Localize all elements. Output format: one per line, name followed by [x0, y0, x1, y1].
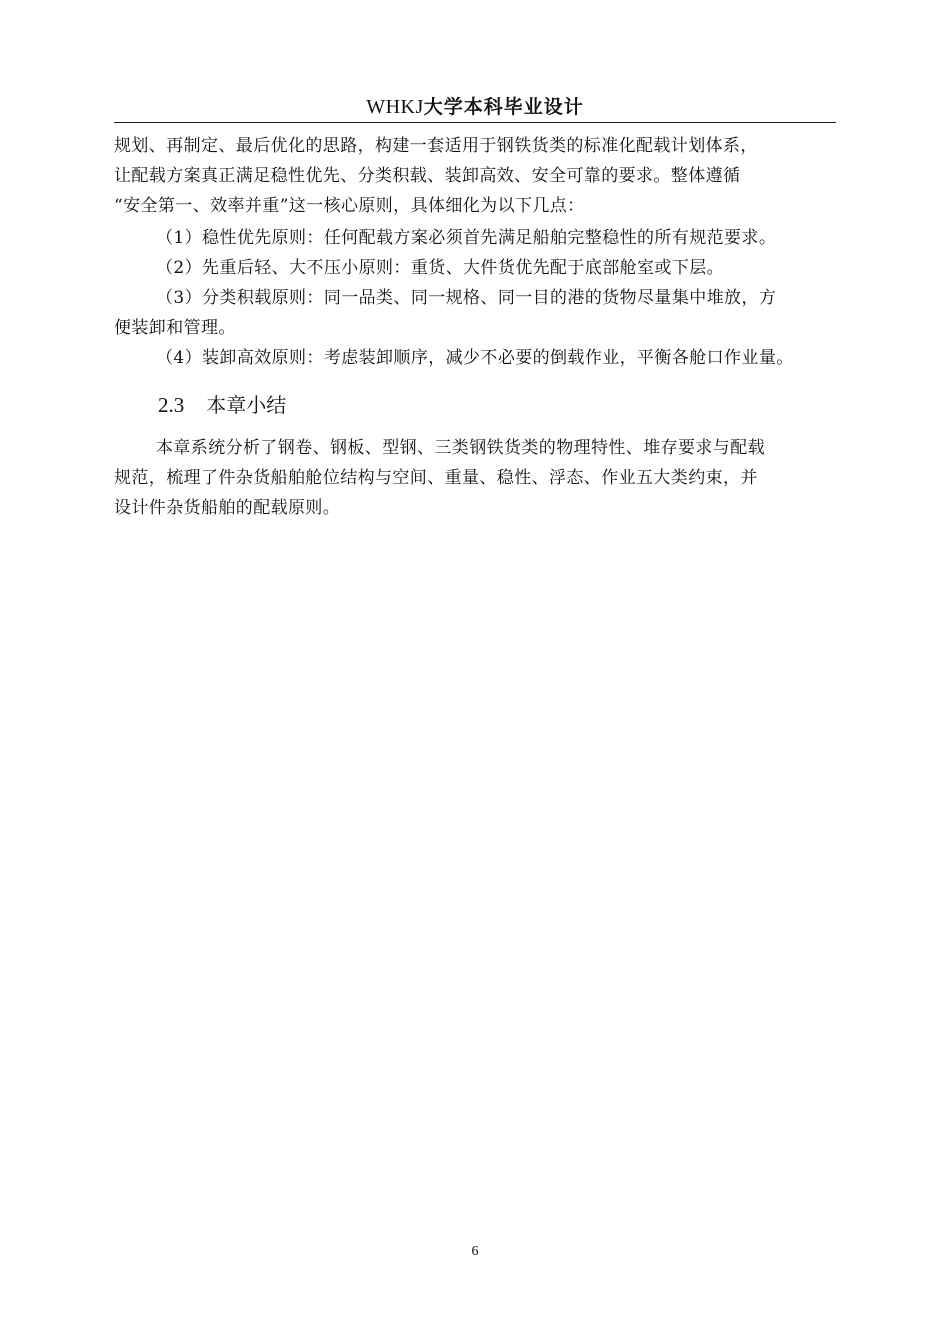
principle-item-4: （4）装卸高效原则：考虑装卸顺序，减少不必要的倒载作业，平衡各舱口作业量。	[156, 348, 794, 368]
intro-paragraph	[114, 131, 836, 221]
text-line: 本章系统分析了钢卷、钢板、型钢、三类钢铁货类的物理特性、堆存要求与配载	[156, 438, 765, 458]
text-line: 规划、再制定、最后优化的思路，构建一套适用于钢铁货类的标准化配载计划体系，	[114, 136, 758, 156]
running-header	[114, 92, 836, 123]
section-title: 本章小结	[206, 393, 287, 417]
text-line: “安全第一、效率并重”这一核心原则，具体细化为以下几点：	[114, 196, 585, 216]
section-heading	[158, 390, 286, 420]
principle-item-3-cont: 便装卸和管理。	[114, 318, 236, 338]
principle-item-2: （2）先重后轻、大不压小原则：重货、大件货优先配于底部舱室或下层。	[156, 258, 725, 278]
principle-list	[114, 223, 836, 373]
principle-item-3: （3）分类积载原则：同一品类、同一规格、同一目的港的货物尽量集中堆放，方	[156, 288, 777, 308]
summary-paragraph	[114, 433, 836, 523]
page-number: 6	[471, 1244, 479, 1259]
header-title: 大学本科毕业设计	[423, 96, 584, 118]
header-latin: WHKJ	[366, 96, 424, 118]
text-line: 让配载方案真正满足稳性优先、分类积载、装卸高效、安全可靠的要求。整体遵循	[114, 166, 741, 186]
principle-item-1: （1）稳性优先原则：任何配载方案必须首先满足船舶完整稳性的所有规范要求。	[156, 228, 777, 248]
text-line: 设计件杂货船舶的配载原则。	[114, 498, 341, 518]
section-number: 2.3	[158, 393, 185, 417]
text-line: 规范，梳理了件杂货船舶舱位结构与空间、重量、稳性、浮态、作业五大类约束，并	[114, 468, 758, 488]
